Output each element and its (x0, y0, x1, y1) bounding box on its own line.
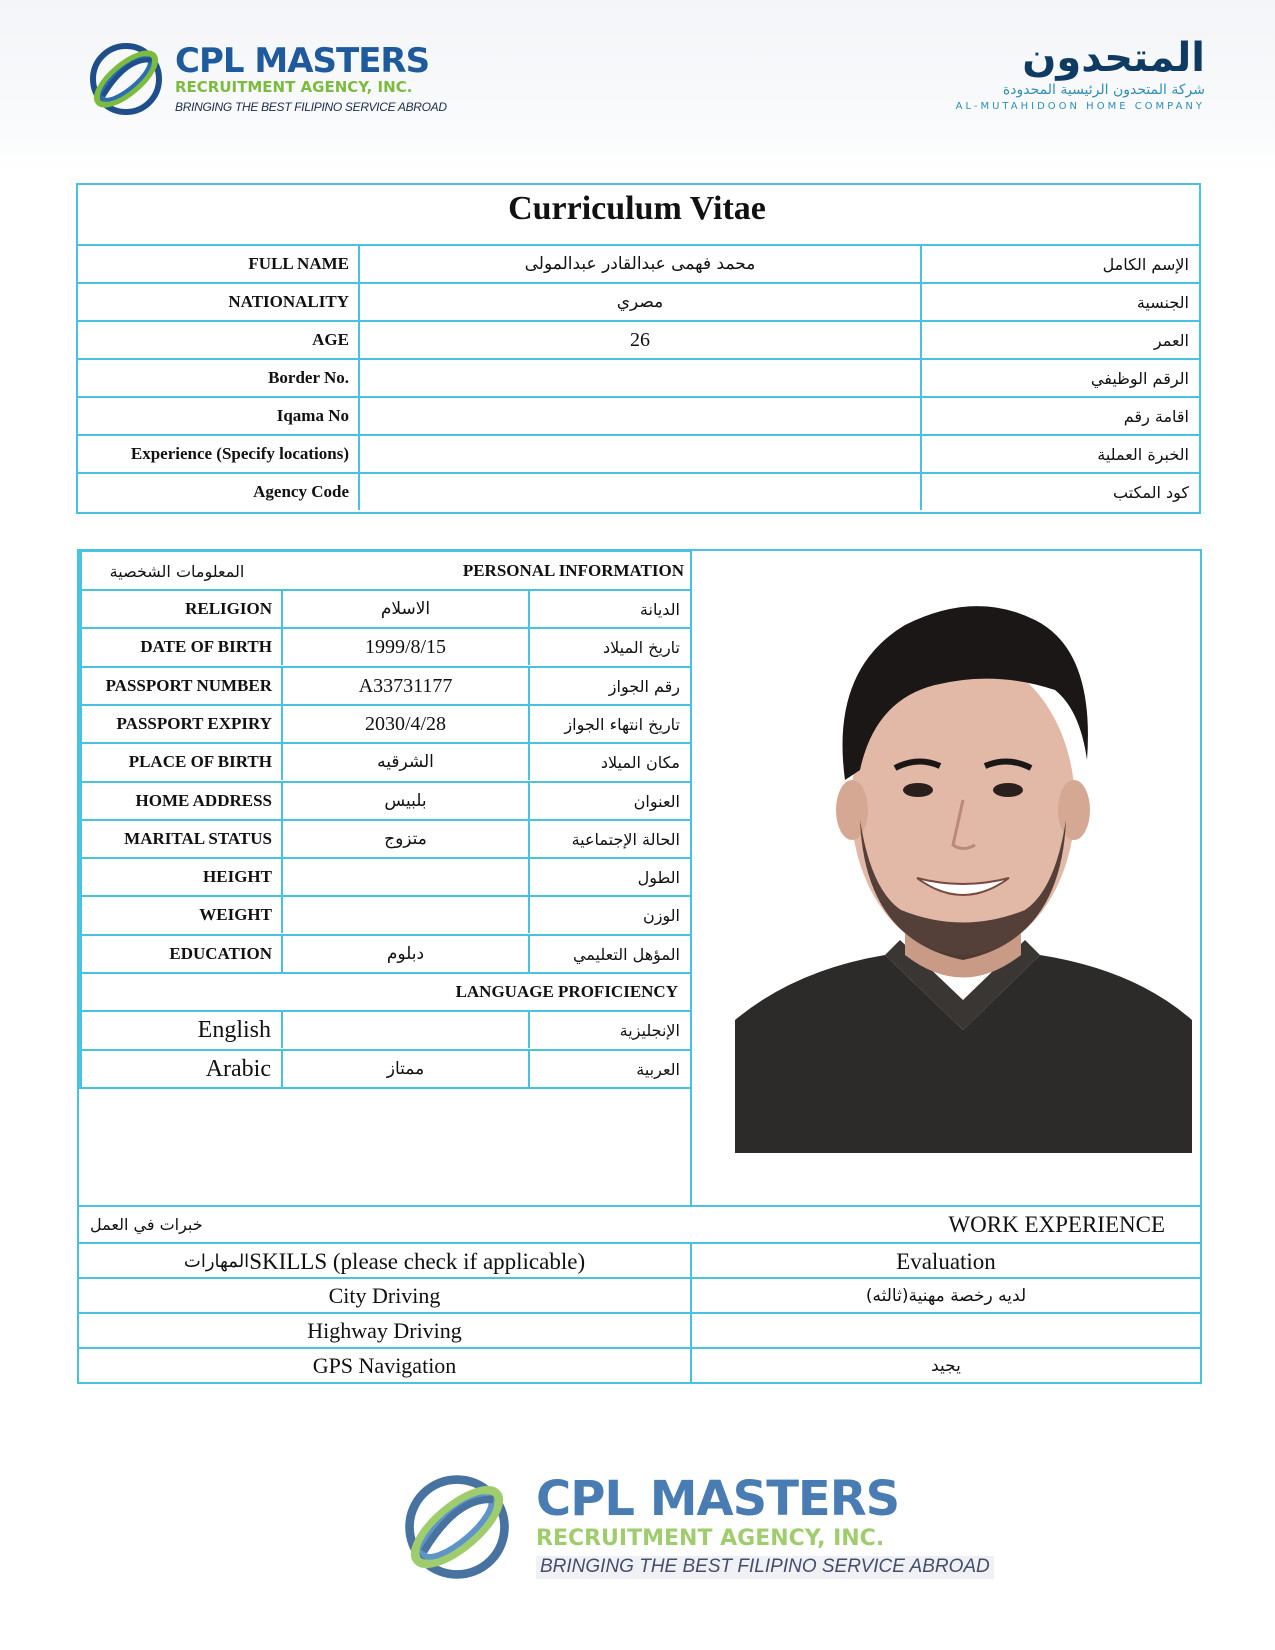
cv-label-ar: الإسم الكامل (1102, 254, 1189, 274)
personal-value: 1999/8/15 (364, 635, 447, 658)
cpl-masters-logo (85, 38, 447, 120)
skill-name: GPS Navigation (312, 1352, 457, 1378)
personal-heading-ar: المعلومات الشخصية (109, 561, 245, 581)
cpl-tagline: BRINGING THE BEST FILIPINO SERVICE ABROAD (175, 99, 447, 114)
language-label: Arabic (205, 1055, 271, 1082)
skill-evaluation: لديه رخصة مهنية(ثالثه) (865, 1285, 1027, 1306)
personal-label-ar: الديانة (639, 599, 680, 619)
personal-label: WEIGHT (199, 905, 272, 924)
personal-label: PLACE OF BIRTH (128, 752, 272, 771)
cv-label-ar: كود المكتب (1112, 482, 1189, 502)
personal-value: دبلوم (386, 944, 425, 964)
cv-label: Experience (Specify locations) (130, 444, 349, 463)
language-label-ar: العربية (636, 1059, 680, 1079)
personal-value: الاسلام (380, 599, 431, 619)
footer-cpl-title: CPL MASTERS (536, 1471, 900, 1528)
language-value (283, 1012, 528, 1048)
cv-label-ar: الرقم الوظيفي (1090, 368, 1189, 388)
language-heading: LANGUAGE PROFICIENCY (455, 982, 678, 1001)
personal-label: DATE OF BIRTH (140, 637, 272, 656)
skill-name: Highway Driving (307, 1317, 462, 1343)
personal-value: 2030/4/28 (364, 712, 447, 735)
personal-label-ar: مكان الميلاد (600, 752, 680, 772)
personal-label: PASSPORT NUMBER (105, 676, 272, 695)
cv-title: Curriculum Vitae (508, 190, 766, 227)
personal-value (283, 897, 528, 933)
personal-label-ar: تاريخ الميلاد (603, 637, 680, 657)
personal-label-ar: المؤهل التعليمي (572, 944, 680, 964)
cv-label: Agency Code (253, 482, 349, 501)
personal-label: RELIGION (185, 599, 272, 618)
personal-label: PASSPORT EXPIRY (116, 714, 272, 733)
skill-name: City Driving (328, 1282, 441, 1308)
skills-header: المهارات SKILLS (please check if applicable) (183, 1248, 586, 1274)
work-heading: WORK EXPERIENCE (948, 1211, 1165, 1237)
cv-label: Border No. (268, 368, 349, 387)
cv-label: Iqama No (276, 406, 349, 425)
cpl-subtitle: RECRUITMENT AGENCY, INC. (175, 77, 413, 96)
cv-value (360, 474, 920, 510)
personal-label: EDUCATION (169, 944, 272, 963)
personal-value: بلبيس (384, 791, 427, 811)
partner-arabic-name: المتحدون (1022, 35, 1205, 81)
personal-value (283, 859, 528, 895)
skill-evaluation: يجيد (931, 1355, 961, 1376)
personal-value: A33731177 (358, 674, 453, 697)
cv-value: 26 (630, 328, 650, 351)
footer-cpl-subtitle: RECRUITMENT AGENCY, INC. (536, 1526, 885, 1552)
personal-label-ar: الطول (637, 867, 680, 887)
footer-globe-swoosh-icon (398, 1468, 516, 1586)
work-heading-ar: خبرات في العمل (90, 1215, 203, 1234)
language-label: English (197, 1016, 271, 1043)
cv-value: مصري (616, 292, 664, 312)
personal-label-ar: الوزن (642, 905, 680, 925)
cv-label: FULL NAME (248, 254, 349, 273)
personal-value: متزوج (384, 829, 427, 849)
evaluation-header: Evaluation (896, 1248, 996, 1274)
personal-label-ar: رقم الجواز (608, 676, 680, 696)
cv-value: محمد فهمى عبدالقادر عبدالمولى (524, 254, 756, 274)
cv-value (360, 398, 920, 434)
personal-value: الشرقيه (377, 752, 434, 772)
personal-label-ar: الحالة الإجتماعية (571, 829, 680, 849)
globe-swoosh-icon (85, 38, 167, 120)
personal-label: HEIGHT (203, 867, 272, 886)
cpl-title: CPL MASTERS (175, 40, 430, 81)
cv-label-ar: اقامة رقم (1123, 406, 1189, 426)
al-mutahidoon-logo (955, 35, 1205, 112)
language-value: ممتاز (386, 1059, 425, 1079)
cv-value (360, 436, 920, 472)
personal-label-ar: العنوان (633, 791, 680, 811)
cv-label: NATIONALITY (228, 292, 349, 311)
footer-cpl-masters-logo (398, 1468, 994, 1586)
cv-label: AGE (312, 330, 349, 349)
table-rule (80, 1087, 690, 1089)
skill-evaluation (692, 1314, 1200, 1347)
personal-heading: PERSONAL INFORMATION (462, 561, 684, 580)
cv-label-ar: العمر (1153, 330, 1189, 350)
cv-value (360, 360, 920, 396)
applicant-photo (735, 560, 1192, 1153)
personal-label-ar: تاريخ انتهاء الجواز (564, 714, 680, 734)
personal-label: MARITAL STATUS (124, 829, 272, 848)
partner-english-name: AL-MUTAHIDOON HOME COMPANY (955, 101, 1205, 112)
partner-arabic-company: شركة المتحدون الرئيسية المحدودة (1002, 82, 1205, 98)
footer-cpl-tagline: BRINGING THE BEST FILIPINO SERVICE ABROAD (536, 1556, 994, 1579)
cv-label-ar: الجنسية (1136, 292, 1189, 312)
portrait-icon (735, 560, 1192, 1153)
personal-label: HOME ADDRESS (135, 791, 272, 810)
cv-label-ar: الخبرة العملية (1097, 444, 1189, 464)
language-label-ar: الإنجليزية (619, 1020, 680, 1040)
